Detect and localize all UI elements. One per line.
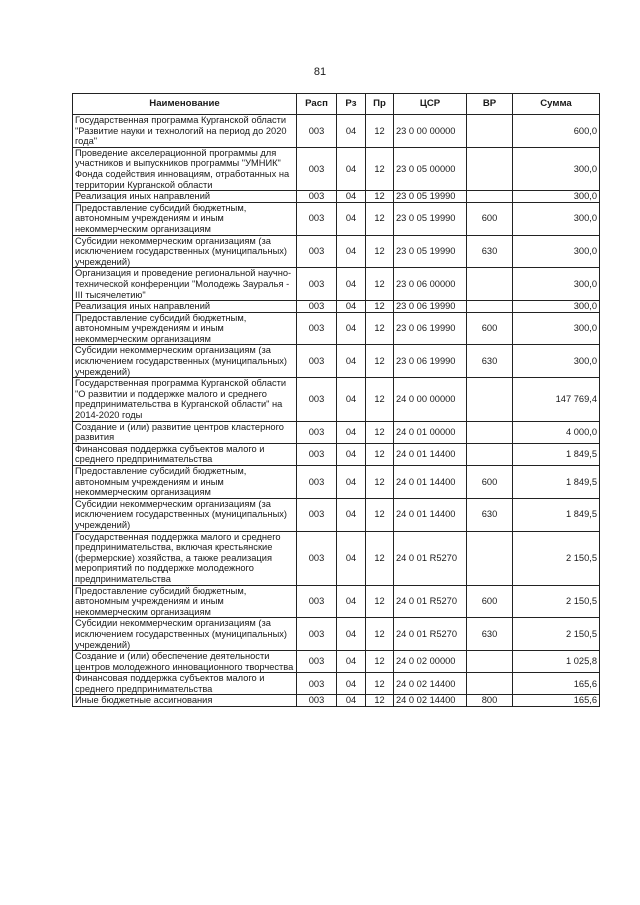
cell-vr: 630 (467, 498, 513, 531)
page-number: 81 (313, 66, 327, 78)
cell-name: Создание и (или) обеспечение деятельности центров молодежного инновационного творчества (73, 651, 297, 673)
cell-name: Предоставление субсидий бюджетным, автономным учреждениям и иным некоммерческим организациям (73, 585, 297, 618)
table-header-row (73, 94, 600, 115)
cell-sum: 300,0 (513, 301, 600, 313)
table-row (73, 618, 600, 651)
cell-sum: 2 150,5 (513, 585, 600, 618)
cell-rasp: 003 (297, 466, 337, 499)
cell-csr: 23 0 06 19990 (394, 301, 467, 313)
table-row (73, 378, 600, 421)
cell-csr: 23 0 06 19990 (394, 345, 467, 378)
cell-sum: 165,6 (513, 695, 600, 707)
cell-rz: 04 (337, 651, 366, 673)
table-row (73, 345, 600, 378)
cell-rasp: 003 (297, 191, 337, 203)
cell-sum: 1 849,5 (513, 466, 600, 499)
cell-pr: 12 (366, 147, 394, 190)
cell-sum: 300,0 (513, 235, 600, 268)
cell-rasp: 003 (297, 421, 337, 443)
header-pr: Пр (366, 94, 394, 115)
table-row (73, 531, 600, 585)
cell-vr: 630 (467, 235, 513, 268)
cell-vr: 600 (467, 312, 513, 345)
cell-vr (467, 378, 513, 421)
cell-rz: 04 (337, 695, 366, 707)
cell-rz: 04 (337, 345, 366, 378)
cell-name: Реализация иных направлений (73, 191, 297, 203)
cell-csr: 24 0 01 14400 (394, 498, 467, 531)
cell-sum: 300,0 (513, 202, 600, 235)
cell-sum: 2 150,5 (513, 618, 600, 651)
cell-rz: 04 (337, 235, 366, 268)
cell-rasp: 003 (297, 378, 337, 421)
cell-csr: 24 0 02 14400 (394, 695, 467, 707)
cell-csr: 24 0 01 R5270 (394, 585, 467, 618)
cell-sum: 300,0 (513, 147, 600, 190)
cell-name: Предоставление субсидий бюджетным, автономным учреждениям и иным некоммерческим организациям (73, 466, 297, 499)
cell-pr: 12 (366, 115, 394, 148)
cell-rz: 04 (337, 673, 366, 695)
cell-sum: 300,0 (513, 312, 600, 345)
cell-rz: 04 (337, 191, 366, 203)
cell-rz: 04 (337, 421, 366, 443)
cell-sum: 300,0 (513, 345, 600, 378)
cell-rasp: 003 (297, 147, 337, 190)
header-rasp: Расп (297, 94, 337, 115)
cell-pr: 12 (366, 466, 394, 499)
cell-vr (467, 531, 513, 585)
table-row (73, 147, 600, 190)
cell-sum: 1 025,8 (513, 651, 600, 673)
cell-pr: 12 (366, 191, 394, 203)
cell-csr: 23 0 00 00000 (394, 115, 467, 148)
cell-pr: 12 (366, 345, 394, 378)
cell-rz: 04 (337, 115, 366, 148)
cell-rasp: 003 (297, 695, 337, 707)
cell-rz: 04 (337, 585, 366, 618)
cell-rz: 04 (337, 268, 366, 301)
cell-csr: 23 0 06 00000 (394, 268, 467, 301)
table-row (73, 585, 600, 618)
cell-vr (467, 421, 513, 443)
cell-vr: 630 (467, 618, 513, 651)
cell-rz: 04 (337, 147, 366, 190)
table-row (73, 235, 600, 268)
cell-rasp: 003 (297, 531, 337, 585)
cell-vr (467, 673, 513, 695)
cell-vr (467, 147, 513, 190)
cell-vr: 600 (467, 466, 513, 499)
cell-name: Финансовая поддержка субъектов малого и среднего предпринимательства (73, 673, 297, 695)
header-csr: ЦСР (394, 94, 467, 115)
cell-csr: 24 0 01 R5270 (394, 531, 467, 585)
header-rz: Рз (337, 94, 366, 115)
cell-vr (467, 115, 513, 148)
cell-rz: 04 (337, 312, 366, 345)
cell-sum: 4 000,0 (513, 421, 600, 443)
cell-rz: 04 (337, 531, 366, 585)
cell-rz: 04 (337, 301, 366, 313)
cell-csr: 23 0 06 19990 (394, 312, 467, 345)
cell-name: Государственная поддержка малого и среднего предпринимательства, включая крестьянские (фермерские) хозяйства, а также реализация мероприятий по поддержке молодежного предпринимательства (73, 531, 297, 585)
cell-name: Субсидии некоммерческим организациям (за исключением государственных (муниципальных) учреждений) (73, 235, 297, 268)
table-row (73, 421, 600, 443)
header-name: Наименование (73, 94, 297, 115)
cell-name: Субсидии некоммерческим организациям (за исключением государственных (муниципальных) учреждений) (73, 345, 297, 378)
cell-sum: 300,0 (513, 268, 600, 301)
cell-csr: 23 0 05 19990 (394, 191, 467, 203)
cell-sum: 1 849,5 (513, 498, 600, 531)
cell-rasp: 003 (297, 498, 337, 531)
cell-name: Субсидии некоммерческим организациям (за исключением государственных (муниципальных) учреждений) (73, 498, 297, 531)
cell-pr: 12 (366, 651, 394, 673)
cell-rasp: 003 (297, 673, 337, 695)
cell-rz: 04 (337, 466, 366, 499)
cell-csr: 23 0 05 00000 (394, 147, 467, 190)
table-row (73, 498, 600, 531)
cell-vr (467, 651, 513, 673)
cell-sum: 1 849,5 (513, 443, 600, 465)
cell-sum: 2 150,5 (513, 531, 600, 585)
cell-rasp: 003 (297, 301, 337, 313)
table-row (73, 673, 600, 695)
cell-name: Предоставление субсидий бюджетным, автономным учреждениям и иным некоммерческим организациям (73, 202, 297, 235)
cell-name: Финансовая поддержка субъектов малого и среднего предпринимательства (73, 443, 297, 465)
cell-name: Иные бюджетные ассигнования (73, 695, 297, 707)
table-row (73, 443, 600, 465)
cell-vr: 600 (467, 202, 513, 235)
cell-csr: 24 0 01 14400 (394, 466, 467, 499)
cell-name: Государственная программа Курганской области "О развитии и поддержке малого и среднего предпринимательства в Курганской области" на 2014-2020 годы (73, 378, 297, 421)
cell-sum: 300,0 (513, 191, 600, 203)
header-sum: Сумма (513, 94, 600, 115)
cell-rasp: 003 (297, 651, 337, 673)
budget-table (72, 93, 600, 707)
cell-rasp: 003 (297, 115, 337, 148)
cell-name: Создание и (или) развитие центров кластерного развития (73, 421, 297, 443)
cell-csr: 24 0 01 00000 (394, 421, 467, 443)
cell-pr: 12 (366, 268, 394, 301)
cell-rasp: 003 (297, 235, 337, 268)
cell-csr: 24 0 02 00000 (394, 651, 467, 673)
cell-vr (467, 301, 513, 313)
cell-name: Проведение акселерационной программы для участников и выпускников программы "УМНИК" Фонда содействия инновациям, отработанных на территории Курганской области (73, 147, 297, 190)
table-row (73, 202, 600, 235)
cell-rasp: 003 (297, 618, 337, 651)
cell-pr: 12 (366, 202, 394, 235)
cell-rasp: 003 (297, 443, 337, 465)
cell-rz: 04 (337, 202, 366, 235)
cell-csr: 24 0 01 14400 (394, 443, 467, 465)
table-row (73, 312, 600, 345)
cell-csr: 24 0 02 14400 (394, 673, 467, 695)
cell-rz: 04 (337, 443, 366, 465)
table-row (73, 651, 600, 673)
cell-csr: 24 0 01 R5270 (394, 618, 467, 651)
table-row (73, 191, 600, 203)
cell-pr: 12 (366, 618, 394, 651)
cell-vr: 600 (467, 585, 513, 618)
cell-rasp: 003 (297, 312, 337, 345)
table-row (73, 466, 600, 499)
cell-rasp: 003 (297, 345, 337, 378)
cell-vr (467, 268, 513, 301)
cell-rasp: 003 (297, 268, 337, 301)
cell-rz: 04 (337, 378, 366, 421)
cell-rz: 04 (337, 498, 366, 531)
cell-pr: 12 (366, 443, 394, 465)
cell-sum: 165,6 (513, 673, 600, 695)
cell-pr: 12 (366, 301, 394, 313)
cell-vr (467, 443, 513, 465)
cell-name: Реализация иных направлений (73, 301, 297, 313)
table-row (73, 115, 600, 148)
cell-pr: 12 (366, 498, 394, 531)
cell-vr: 800 (467, 695, 513, 707)
cell-name: Организация и проведение региональной научно-технической конференции "Молодежь Зауралья - III тысячелетию" (73, 268, 297, 301)
cell-name: Субсидии некоммерческим организациям (за исключением государственных (муниципальных) учреждений) (73, 618, 297, 651)
header-vr: ВР (467, 94, 513, 115)
cell-pr: 12 (366, 312, 394, 345)
cell-pr: 12 (366, 378, 394, 421)
cell-pr: 12 (366, 673, 394, 695)
cell-pr: 12 (366, 585, 394, 618)
cell-pr: 12 (366, 235, 394, 268)
cell-rasp: 003 (297, 202, 337, 235)
cell-name: Государственная программа Курганской области "Развитие науки и технологий на период до 2020 года" (73, 115, 297, 148)
cell-vr: 630 (467, 345, 513, 378)
cell-sum: 600,0 (513, 115, 600, 148)
cell-name: Предоставление субсидий бюджетным, автономным учреждениям и иным некоммерческим организациям (73, 312, 297, 345)
cell-rasp: 003 (297, 585, 337, 618)
cell-sum: 147 769,4 (513, 378, 600, 421)
table-row (73, 301, 600, 313)
cell-csr: 23 0 05 19990 (394, 202, 467, 235)
table-row (73, 695, 600, 707)
cell-csr: 23 0 05 19990 (394, 235, 467, 268)
cell-pr: 12 (366, 695, 394, 707)
cell-vr (467, 191, 513, 203)
cell-csr: 24 0 00 00000 (394, 378, 467, 421)
cell-pr: 12 (366, 421, 394, 443)
cell-rz: 04 (337, 618, 366, 651)
table-row (73, 268, 600, 301)
cell-pr: 12 (366, 531, 394, 585)
